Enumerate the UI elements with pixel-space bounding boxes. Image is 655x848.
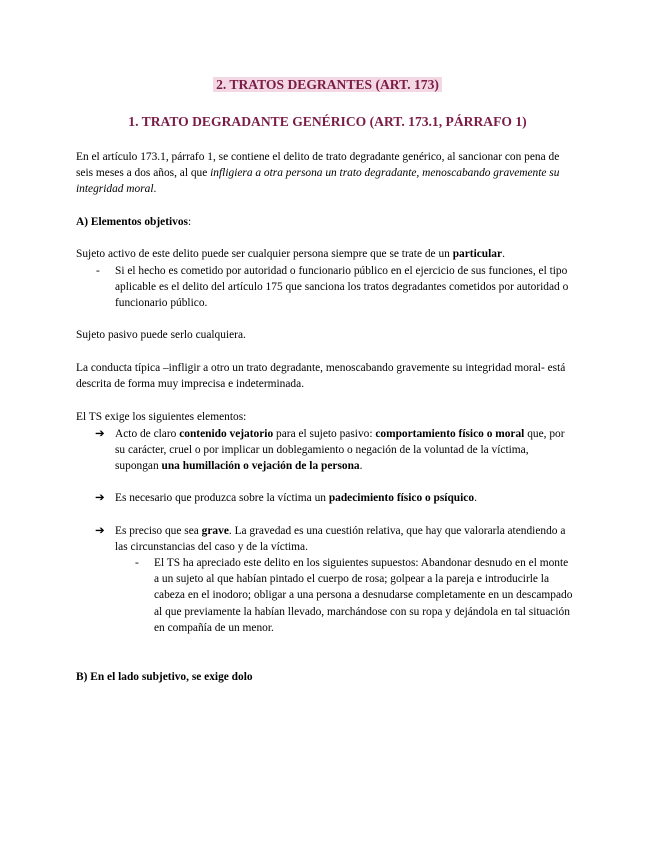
intro-italic: infligiera a otra persona un trato degradante, menoscabando gravemente su integridad moral [76, 167, 560, 196]
dash-list-item: - Si el hecho es cometido por autoridad o funcionario público en el ejercicio de sus funciones, el tipo aplicable es el delito del artículo 175 que sanciona los tratos degradantes cometidos por autoridad o funcionario público. [96, 265, 569, 310]
dash-marker: - [96, 265, 100, 277]
arrow-right-icon: ➔ [95, 525, 105, 537]
arrow-list-item: ➔ Es necesario que produzca sobre la víctima un padecimiento físico o psíquico. [115, 490, 575, 506]
sujeto-activo-paragraph: Sujeto activo de este delito puede ser cualquier persona siempre que se trate de un particular. [76, 248, 505, 260]
section-title: 2. TRATOS DEGRANTES (ART. 173) [0, 76, 655, 94]
dash-marker: - [135, 557, 139, 569]
arrow-list-item: ➔ Es preciso que sea grave. La gravedad es una cuestión relativa, que hay que valorarla atendiendo a las circunstancias del caso y de la víctima. [95, 525, 566, 554]
arrow-list-item: ➔ Acto de claro contenido vejatorio para el sujeto pasivo: comportamiento físico o moral que, por su carácter, cruel o por implicar un doblegamiento o negación de la voluntad de la víctima, supongan una humillación o vejación de la persona. [95, 428, 565, 473]
arrow-right-icon: ➔ [95, 428, 105, 440]
intro-paragraph: En el artículo 173.1, párrafo 1, se contiene el delito de trato degradante genérico, al sancionar con pena de seis meses a dos años, al que infligiera a otra persona un trato degradante, menoscabando gravemente su integridad moral. [76, 151, 560, 196]
heading-lado-subjetivo: B) En el lado subjetivo, se exige dolo [76, 671, 253, 683]
dash-list-item: - El TS ha apreciado este delito en los siguientes supuestos: Abandonar desnudo en el monte a un sujeto al que habían pintado el cuerpo de rosa; golpear a la pareja e introducirle la cabeza en el inodoro; obligar a una persona a desnudarse completamente en un descampado al que previamente la habían llevado, marchándose con su ropa y dejándola en tal situación en compañía de un menor. [135, 557, 573, 634]
sujeto-pasivo-paragraph: Sujeto pasivo puede serlo cualquiera. [76, 329, 246, 341]
arrow-right-icon: ➔ [95, 492, 105, 504]
heading-elementos-objetivos: A) Elementos objetivos: [76, 216, 192, 228]
ts-exige-paragraph: El TS exige los siguientes elementos: [76, 411, 247, 423]
subsection-title: 1. TRATO DEGRADANTE GENÉRICO (ART. 173.1, PÁRRAFO 1) [128, 114, 527, 129]
conducta-paragraph: La conducta típica –infligir a otro un trato degradante, menoscabando gravemente su integridad moral- está descrita de forma muy imprecisa e indeterminada. [76, 362, 566, 391]
